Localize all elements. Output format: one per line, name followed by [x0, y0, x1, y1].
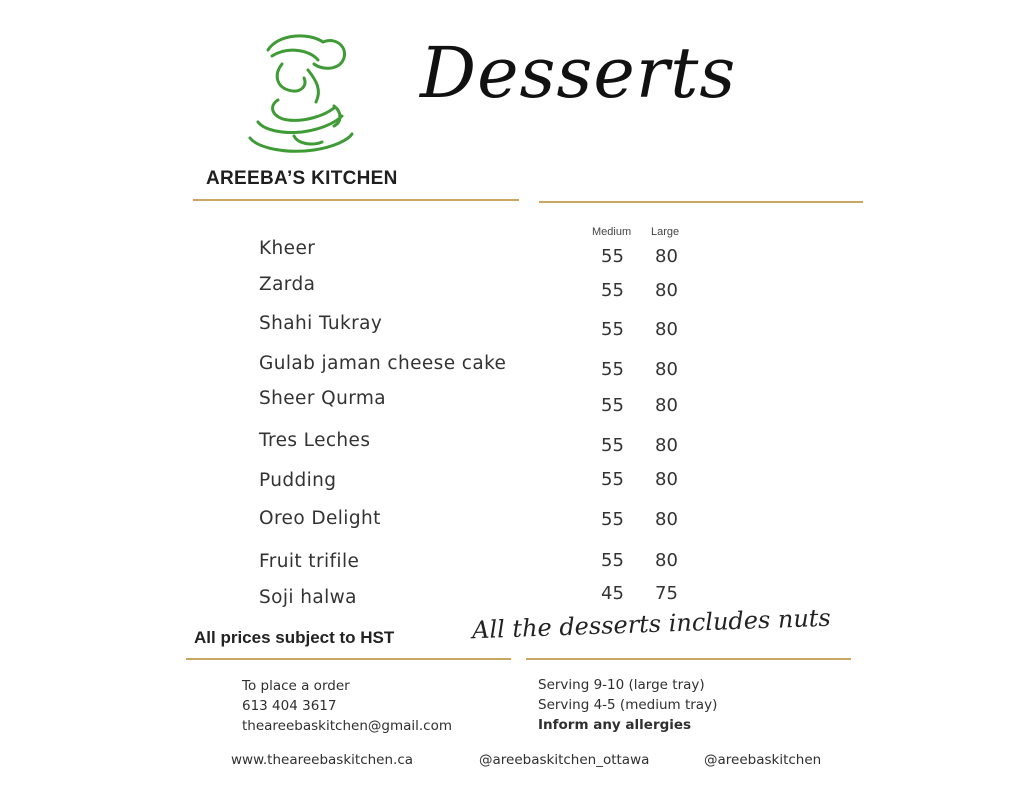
- email-address[interactable]: theareebaskitchen@gmail.com: [242, 718, 452, 734]
- price-medium: 55: [601, 280, 624, 301]
- allergy-note: Inform any allergies: [538, 717, 692, 733]
- phone-number[interactable]: 613 404 3617: [242, 698, 337, 714]
- brand-name: AREEBA’S KITCHEN: [206, 168, 398, 189]
- facebook-handle[interactable]: @areebaskitchen: [704, 752, 822, 768]
- nuts-note: All the desserts includes nuts: [471, 603, 832, 645]
- chef-logo-icon: [238, 30, 358, 162]
- menu-item-name: Zarda: [259, 274, 316, 295]
- price-large: 80: [655, 319, 678, 340]
- serving-medium: Serving 4-5 (medium tray): [538, 697, 718, 713]
- divider-bottom-left: [186, 658, 511, 660]
- menu-item-name: Shahi Tukray: [259, 313, 383, 334]
- price-medium: 55: [601, 469, 624, 490]
- price-large: 80: [655, 246, 678, 267]
- price-large: 80: [655, 550, 678, 571]
- website-link[interactable]: www.theareebaskitchen.ca: [231, 752, 414, 768]
- price-medium: 55: [601, 435, 624, 456]
- menu-item-name: Sheer Qurma: [259, 388, 387, 409]
- price-large: 80: [655, 469, 678, 490]
- price-large: 80: [655, 359, 678, 380]
- divider-top-right: [539, 201, 863, 203]
- divider-top-left: [193, 199, 519, 201]
- column-header-medium: Medium: [592, 226, 632, 238]
- menu-item-name: Pudding: [259, 470, 337, 491]
- price-medium: 55: [601, 319, 624, 340]
- price-large: 80: [655, 509, 678, 530]
- menu-item-name: Fruit trifile: [259, 551, 360, 572]
- logo: [238, 30, 358, 162]
- order-label: To place a order: [242, 678, 350, 694]
- price-medium: 55: [601, 550, 624, 571]
- price-large: 80: [655, 280, 678, 301]
- price-large: 80: [655, 395, 678, 416]
- page-title: Desserts: [420, 32, 737, 114]
- price-medium: 55: [601, 395, 624, 416]
- divider-bottom-right: [526, 658, 851, 660]
- menu-item-name: Kheer: [259, 238, 316, 259]
- price-large: 75: [655, 583, 678, 604]
- menu-item-name: Tres Leches: [259, 430, 371, 451]
- serving-large: Serving 9-10 (large tray): [538, 677, 705, 693]
- price-medium: 55: [601, 509, 624, 530]
- column-header-large: Large: [651, 226, 680, 238]
- menu-item-name: Gulab jaman cheese cake: [259, 353, 507, 374]
- hst-note: All prices subject to HST: [194, 628, 395, 647]
- menu-item-name: Soji halwa: [259, 587, 357, 608]
- menu-item-name: Oreo Delight: [259, 508, 381, 529]
- price-medium: 55: [601, 359, 624, 380]
- instagram-handle[interactable]: @areebaskitchen_ottawa: [479, 752, 650, 768]
- price-medium: 45: [601, 583, 624, 604]
- price-large: 80: [655, 435, 678, 456]
- price-medium: 55: [601, 246, 624, 267]
